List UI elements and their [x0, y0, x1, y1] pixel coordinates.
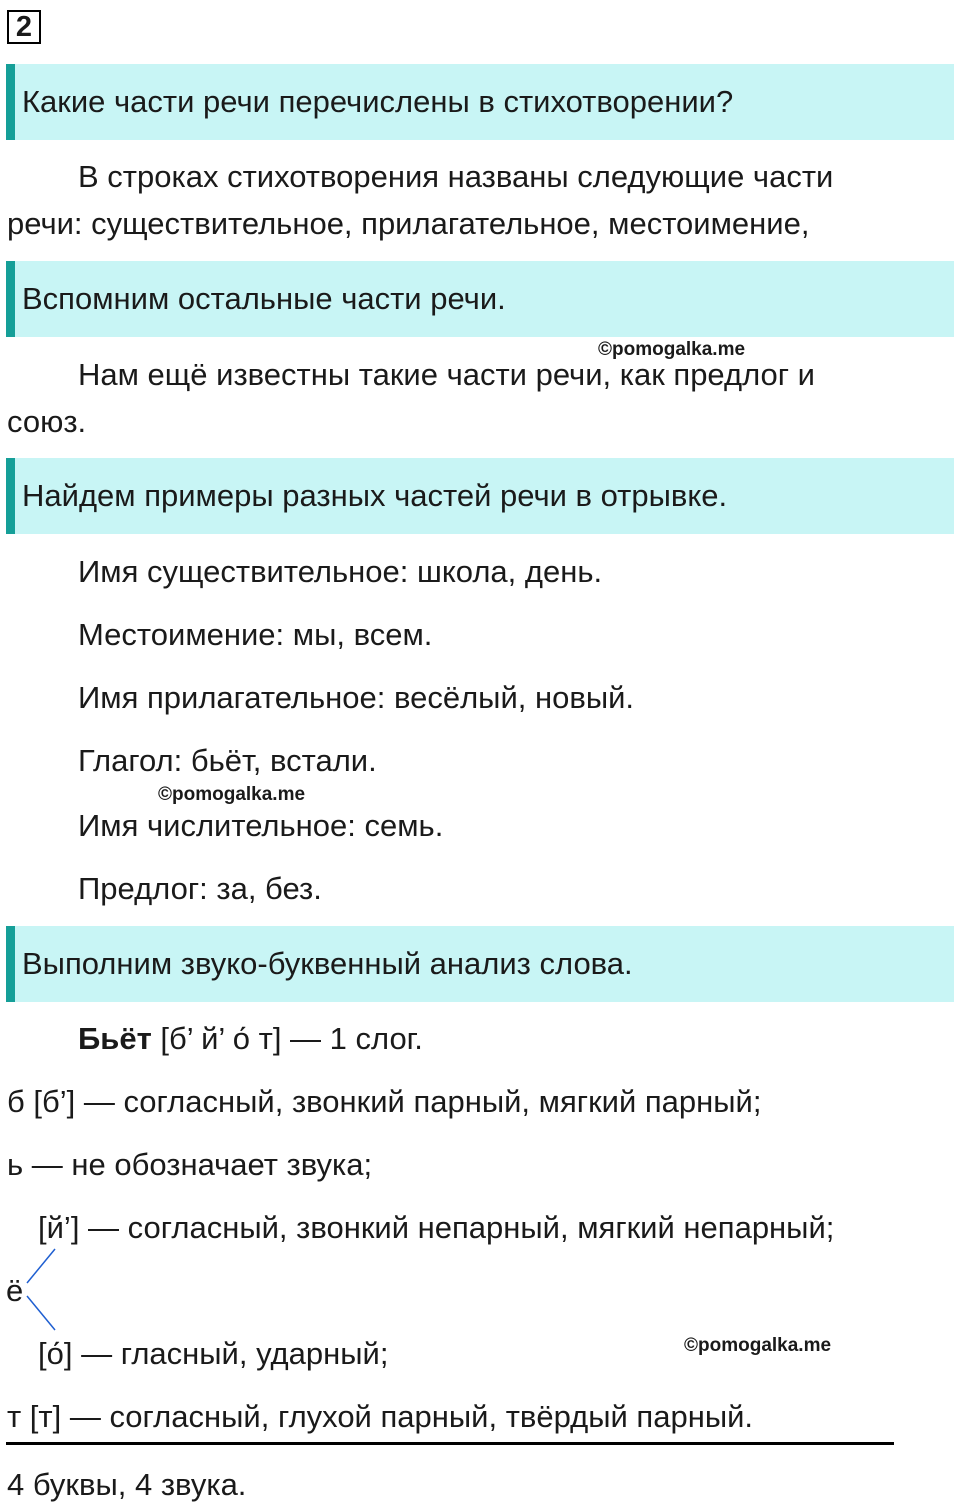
analysis-row-yo-j: [й’] — согласный, звонкий непарный, мягкий непарный;: [38, 1210, 835, 1245]
watermark: ©pomogalka.me: [158, 784, 306, 805]
example-line: Имя числительное: семь.: [78, 808, 444, 843]
analysis-transcription: [б’ й’ о́ т] — 1 слог.: [151, 1021, 423, 1056]
bracket-line-lower: [27, 1296, 55, 1330]
task-number: 2: [7, 10, 41, 44]
paragraph-line: союз.: [7, 404, 87, 439]
example-line: Местоимение: мы, всем.: [78, 617, 433, 652]
analysis-word: Бьёт: [78, 1021, 152, 1056]
analysis-row-b: б [б’] — согласный, звонкий парный, мягкий парный;: [7, 1084, 762, 1119]
watermark: ©pomogalka.me: [684, 1335, 832, 1356]
analysis-row-yo-o: [о́] — гласный, ударный;: [38, 1336, 389, 1371]
section-header-examples: Найдем примеры разных частей речи в отрывке.: [6, 458, 954, 534]
paragraph-line: В строках стихотворения названы следующие части: [78, 159, 834, 194]
paragraph-line: Нам ещё известны такие части речи, как предлог и: [78, 357, 815, 392]
analysis-row-soft-sign: ь — не обозначает звука;: [7, 1147, 373, 1182]
analysis-letter-yo: ё: [6, 1273, 24, 1308]
paragraph-line: речи: существительное, прилагательное, местоимение,: [7, 206, 810, 241]
analysis-summary: 4 буквы, 4 звука.: [7, 1467, 247, 1502]
section-header-parts-of-speech: Какие части речи перечислены в стихотворении?: [6, 64, 954, 140]
section-header-phonetic-analysis: Выполним звуко-буквенный анализ слова.: [6, 926, 954, 1002]
example-line: Имя существительное: школа, день.: [78, 554, 603, 589]
bracket-line-upper: [27, 1249, 55, 1283]
analysis-row-t: т [т] — согласный, глухой парный, твёрдый парный.: [7, 1399, 754, 1434]
example-line: Имя прилагательное: весёлый, новый.: [78, 680, 635, 715]
watermark: ©pomogalka.me: [598, 339, 746, 360]
example-line: Глагол: бьёт, встали.: [78, 743, 377, 778]
example-line: Предлог: за, без.: [78, 871, 322, 906]
section-header-other-parts: Вспомним остальные части речи.: [6, 261, 954, 337]
summary-divider: [6, 1442, 894, 1445]
